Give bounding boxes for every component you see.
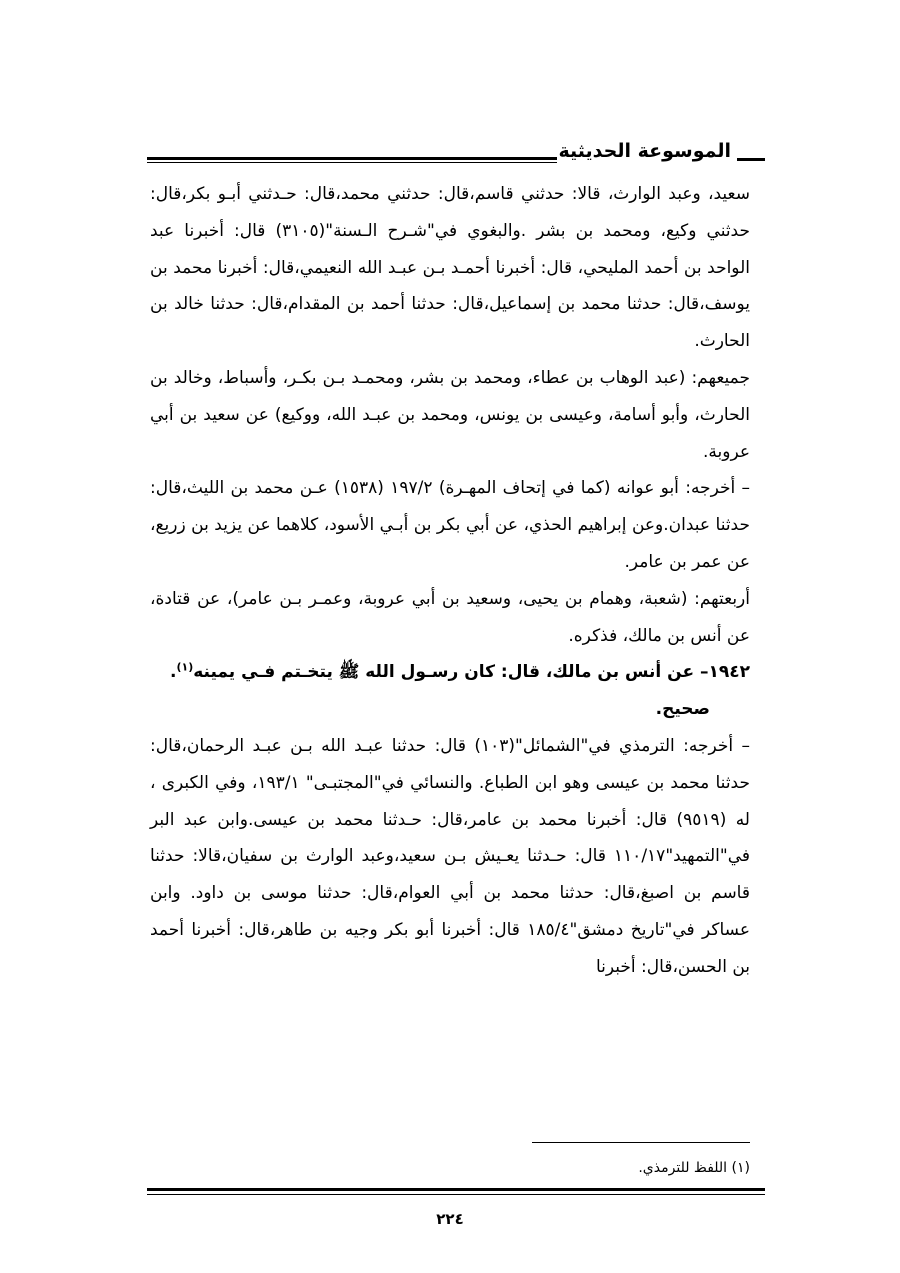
footer-rule-thick — [147, 1188, 765, 1191]
footnote: (١) اللفظ للترمذي. — [638, 1160, 750, 1176]
header-rule-short — [737, 158, 765, 161]
footnote-ref: (١) — [176, 660, 194, 674]
hadith-body: ١٩٤٢– عن أنس بن مالك، قال: كان رسـول الله ﷺ يتخـتم فـي يمينه — [193, 662, 750, 683]
running-title: الموسوعة الحديثية — [558, 140, 731, 162]
page-number: ٢٢٤ — [436, 1210, 464, 1228]
footnote-separator — [532, 1142, 750, 1143]
hadith-grade: صحيح. — [655, 699, 710, 720]
paragraph-3: – أخرجه: أبو عوانه (كما في إتحاف المهـرة) ١٩٧/٢ (١٥٣٨) عـن محمد بن الليث،قال: حدثنا عبدان.وعن إبراهيم الحذي، عن أبي بكر بن أبـي الأسود، كلاهما عن يزيد بن زريع، عن عمر بن عامر. — [150, 478, 751, 572]
paragraph-1: سعيد، وعبد الوارث، قالا: حدثني قاسم،قال: حدثني محمد،قال: حـدثني أبـو بكر،قال: حدثني وكيع، ومحمد بن بشر .والبغوي في"شـرح الـسنة"(٣١٠٥) قال: أخبرنا عبد الواحد بن أحمد المليحي، قال: أخبرنا أحمـد بـن عبـد الله النعيمي،قال: أخبرنا محمد بن يوسف،قال: حدثنا محمد بن إسماعيل،قال: حدثنا أحمد بن المقدام،قال: حدثنا خالد بن الحارث. — [150, 184, 750, 352]
hadith-end: . — [169, 662, 177, 683]
paragraph-4: أربعتهم: (شعبة، وهمام بن يحيى، وسعيد بن أبي عروبة، وعمـر بـن عامر)، عن قتادة، عن أنس بن مالك، فذكره. — [150, 588, 750, 646]
paragraph-2: جميعهم: (عبد الوهاب بن عطاء، ومحمد بن بشر، ومحمـد بـن بكـر، وأسباط، وخالد بن الحارث، وأبو أسامة، وعيسى بن يونس، ومحمد بن عبـد الله، ووكيع) عن سعيد بن أبي عروبة. — [150, 367, 750, 462]
header-rule-thin — [147, 162, 557, 163]
header-rule-thick — [147, 157, 557, 160]
paragraph-5: – أخرجه: الترمذي في"الشمائل"(١٠٣) قال: حدثنا عبـد الله بـن عبـد الرحمان،قال: حدثنا محمد بن عيسى وهو ابن الطباع. والنسائي في"المجتبـى" ١٩٣/١، وفي الكبرى ، له (٩٥١٩) قال: أخبرنا محمد بن عامر،قال: حـدثنا محمد بن عيسى.وابن عبد البر في"التمهيد"١١٠/١٧ قال: حـدثنا يعـيش بـن سعيد،وعبد الوارث بن سفيان،قالا: حدثنا قاسم بن اصبغ،قال: حدثنا محمد بن أبي العوام،قال: حدثنا موسى بن داود. وابن عساكر في"تاريخ دمشق"١٨٥/٤ قال: أخبرنا أبو بكر وجيه بن طاهر،قال: أخبرنا أحمد بن الحسن،قال: أخبرنا — [150, 735, 750, 977]
hadith-text — [150, 654, 750, 691]
footer-rule-thin — [147, 1194, 765, 1195]
page-header — [147, 138, 765, 174]
page-body — [150, 176, 750, 986]
